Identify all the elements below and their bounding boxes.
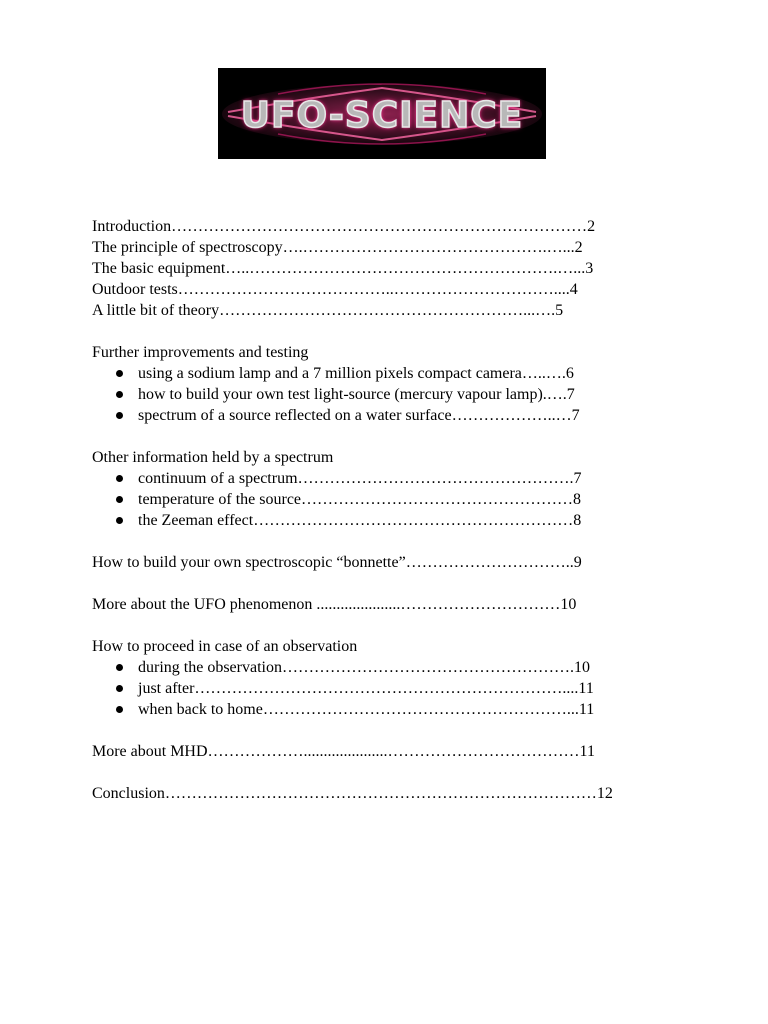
toc-entry: More about MHD……………….....................………………………………11 xyxy=(92,743,595,760)
bullet-dot-icon xyxy=(116,706,123,713)
toc-spacer xyxy=(92,720,668,741)
bullet-dot-icon xyxy=(116,370,123,377)
toc-bullet-entry xyxy=(92,678,668,699)
toc-spacer xyxy=(92,573,668,594)
bullet-dot-icon xyxy=(116,391,123,398)
bullet-dot-icon xyxy=(116,685,123,692)
toc-spacer xyxy=(92,762,668,783)
toc-bullet-entry xyxy=(92,657,668,678)
toc-entry: How to proceed in case of an observation xyxy=(92,638,358,655)
toc-entry: The basic equipment…..………………………………………………….…...3 xyxy=(92,260,594,277)
toc-entry: The principle of spectroscopy….……………………………………….…...2 xyxy=(92,239,583,256)
toc-spacer xyxy=(92,426,668,447)
toc-entry: Other information held by a spectrum xyxy=(92,449,334,466)
toc-entry: Further improvements and testing xyxy=(92,344,309,361)
toc-entry: A little bit of theory…………………………………………………...….5 xyxy=(92,302,564,319)
toc-entry-text: using a sodium lamp and a 7 million pixels compact camera…..….6 xyxy=(138,365,574,382)
toc-entry: Introduction……………………………………………………………………2 xyxy=(92,218,596,235)
toc-entry-text: during the observation……………………………………………….10 xyxy=(138,659,590,676)
toc-entry-text: spectrum of a source reflected on a water surface………………..…7 xyxy=(138,407,580,424)
toc-entry: Conclusion………………………………………………………………………12 xyxy=(92,785,613,802)
toc-entry-text: when back to home…………………………………………………...11 xyxy=(138,701,595,718)
toc-entry: More about the UFO phenomenon .....................…………………………10 xyxy=(92,596,577,613)
toc-spacer xyxy=(92,615,668,636)
bullet-dot-icon xyxy=(116,517,123,524)
toc-bullet-entry xyxy=(92,699,668,720)
toc-bullet-entry xyxy=(92,363,668,384)
bullet-dot-icon xyxy=(116,664,123,671)
logo-text: UFO-SCIENCE xyxy=(240,95,524,136)
toc-bullet-entry xyxy=(92,468,668,489)
toc-spacer xyxy=(92,531,668,552)
bullet-dot-icon xyxy=(116,412,123,419)
ufo-science-logo xyxy=(218,68,546,159)
toc-entry-text: temperature of the source……………………………………………8 xyxy=(138,491,582,508)
toc-spacer xyxy=(92,321,668,342)
toc-bullet-entry xyxy=(92,489,668,510)
toc-entry-text: just after……………………………………………………………....11 xyxy=(138,680,594,697)
toc-bullet-entry xyxy=(92,510,668,531)
table-of-contents xyxy=(92,216,668,804)
toc-entry-text: the Zeeman effect……………………………………………………8 xyxy=(138,512,582,529)
bullet-dot-icon xyxy=(116,475,123,482)
toc-entry: Outdoor tests…………………………………..…………………………....4 xyxy=(92,281,578,298)
bullet-dot-icon xyxy=(116,496,123,503)
toc-entry: How to build your own spectroscopic “bonnette”…………………………..9 xyxy=(92,554,582,571)
toc-bullet-entry xyxy=(92,405,668,426)
toc-entry-text: how to build your own test light-source (mercury vapour lamp).….7 xyxy=(138,386,575,403)
toc-entry-text: continuum of a spectrum…………………………………………….7 xyxy=(138,470,582,487)
toc-bullet-entry xyxy=(92,384,668,405)
